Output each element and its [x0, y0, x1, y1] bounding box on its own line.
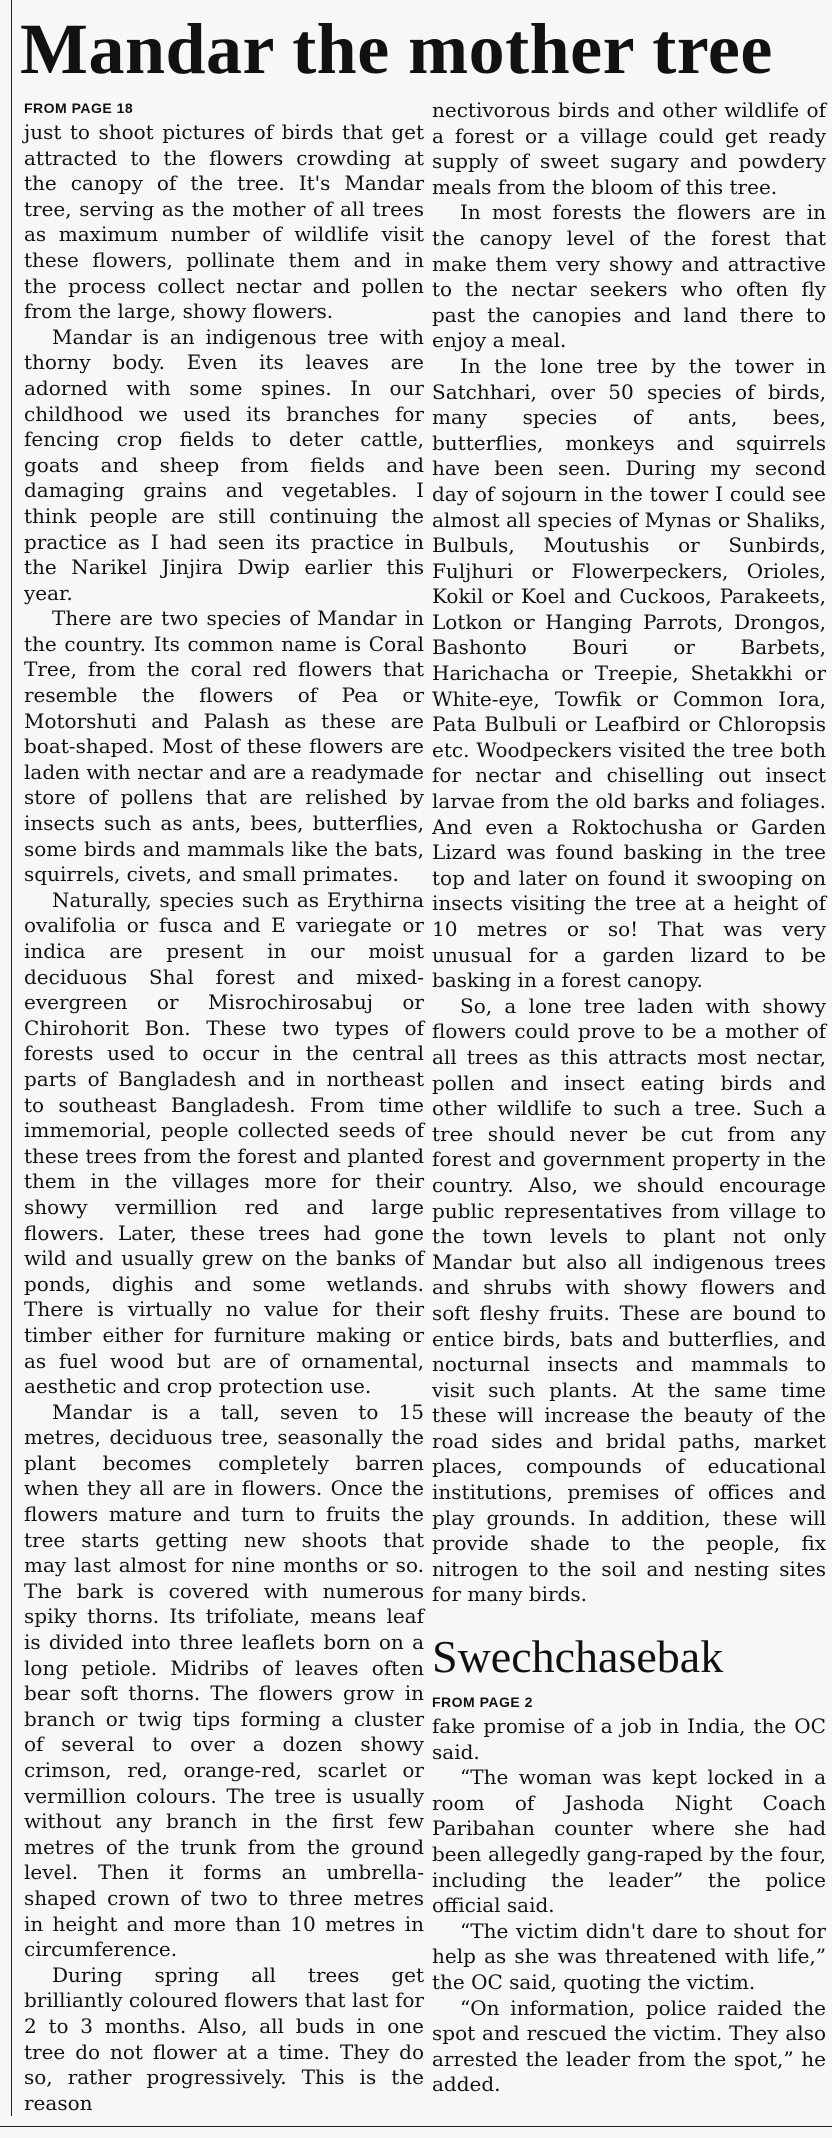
jump-line-from-page-18: FROM PAGE 18	[24, 100, 134, 116]
article-paragraph: So, a lone tree laden with showy flowers could prove to be a mother of all trees as this attracts most nectar, pollen and insect eating birds and other wildlife to such a tree. Such a tree should never be cut from any forest and government property in the country. Also, we should encourage public representatives from village to the town levels to plant not only Mandar but also all indigenous trees and shrubs with showy flowers and soft fleshy fruits. These are bound to entice birds, bats and butterflies, and nocturnal insects and mammals to visit such plants. At the same time these will increase the beauty of the road sides and bridal paths, market places, compounds of educational institutions, premises of offices and play grounds. In addition, these will provide shade to the people, fix nitrogen to the soil and nesting sites for many birds.	[432, 993, 826, 1607]
headline: Mandar the mother tree	[20, 9, 773, 89]
bottom-rule	[0, 2126, 832, 2127]
swechchasebak-headline: Swechchasebak	[432, 1631, 724, 1683]
article-column-right	[432, 98, 826, 2098]
article-paragraph: Naturally, species such as Erythirna ovalifolia or fusca and E variegate or indica are present in our moist deciduous Shal forest and mixed-evergreen or Misrochirosabuj or Chirohorit Bon. These two types of forests used to occur in the central parts of Bangladesh and in northeast to southeast Bangladesh. From time immemorial, people collected seeds of these trees from the forest and planted them in the villages more for their showy vermillion red and large flowers. Later, these trees had gone wild and usually grew on the banks of ponds, dighis and some wetlands. There is virtually no value for their timber either for furniture making or as fuel wood but are of ornamental, aesthetic and crop protection use.	[24, 887, 424, 1399]
article-paragraph: Mandar is a tall, seven to 15 metres, deciduous tree, seasonally the plant becomes completely barren when they all are in flowers. Once the flowers mature and turn to fruits the tree starts getting new shoots that may last almost for nine months or so. The bark is covered with numerous spiky thorns. Its trifoliate, means leaf is divided into three leaflets born on a long petiole. Midribs of leaves often bear soft thorns. The flowers grow in branch or twig tips forming a cluster of several to over a dozen showy crimson, red, orange-red, scarlet or vermillion colours. The tree is usually without any branch in the first few metres of the trunk from the ground level. Then it forms an umbrella-shaped crown of two to three metres in height and more than 10 metres in circumference.	[24, 1399, 424, 1962]
article-paragraph: In most forests the flowers are in the canopy level of the forest that make them very showy and attractive to the nectar seekers who often fly past the canopies and land there to enjoy a meal.	[432, 200, 826, 353]
article-column-left	[24, 98, 424, 2116]
column-rule-left	[11, 0, 12, 2116]
article-paragraph: “The woman was kept locked in a room of Jashoda Night Coach Paribahan counter where she had been allegedly gang-raped by the four, including the leader” the police official said.	[432, 1765, 826, 1918]
article-paragraph: During spring all trees get brilliantly coloured flowers that last for 2 to 3 months. Also, all buds in one tree do not flower at a time. They do so, rather progressively. This is the reason	[24, 1962, 424, 2115]
jump-line-from-page-2: FROM PAGE 2	[432, 1694, 533, 1711]
article-paragraph: “On information, police raided the spot and rescued the victim. They also arrested the leader from the spot,” he added.	[432, 1995, 826, 2097]
article-paragraph: Mandar is an indigenous tree with thorny body. Even its leaves are adorned with some spines. In our childhood we used its branches for fencing crop fields to deter cattle, goats and sheep from fields and damaging grains and vegetables. I think people are still continuing the practice as I had seen its practice in the Narikel Jinjira Dwip earlier this year.	[24, 324, 424, 605]
article-paragraph: There are two species of Mandar in the country. Its common name is Coral Tree, from the coral red flowers that resemble the flowers of Pea or Motorshuti and Palash as these are boat-shaped. Most of these flowers are laden with nectar and are a readymade store of pollens that are relished by insects such as ants, bees, butterflies, some birds and mammals like the bats, squirrels, civets, and small primates.	[24, 606, 424, 887]
article-paragraph: nectivorous birds and other wildlife of a forest or a village could get ready supply of sweet sugary and powdery meals from the bloom of this tree.	[432, 98, 826, 199]
article-paragraph: In the lone tree by the tower in Satchhari, over 50 species of birds, many species of ants, bees, butterflies, monkeys and squirrels have been seen. During my second day of sojourn in the tower I could see almost all species of Mynas or Shaliks, Bulbuls, Moutushis or Sunbirds, Fuljhuri or Flowerpeckers, Orioles, Kokil or Koel and Cuckoos, Parakeets, Lotkon or Hanging Parrots, Drongos, Bashonto Bouri or Barbets, Harichacha or Treepie, Shetakkhi or White-eye, Towfik or Common Iora, Pata Bulbuli or Leafbird or Chloropsis etc. Woodpeckers visited the tree both for nectar and chiselling out insect larvae from the old barks and foliages. And even a Roktochusha or Garden Lizard was found basking in the tree top and later on found it swooping on insects visiting the tree at a height of 10 metres or so! That was very unusual for a garden lizard to be basking in a forest canopy.	[432, 353, 826, 993]
article-paragraph: “The victim didn't dare to shout for help as she was threatened with life,” the OC said, quoting the victim.	[432, 1918, 826, 1994]
article-paragraph: just to shoot pictures of birds that get attracted to the flowers crowding at the canopy of the tree. It's Mandar tree, serving as the mother of all trees as maximum number of wildlife visit these flowers, pollinate them and in the process collect nectar and pollen from the large, showy flowers.	[24, 120, 424, 324]
article-paragraph: fake promise of a job in India, the OC said.	[432, 1714, 826, 1764]
